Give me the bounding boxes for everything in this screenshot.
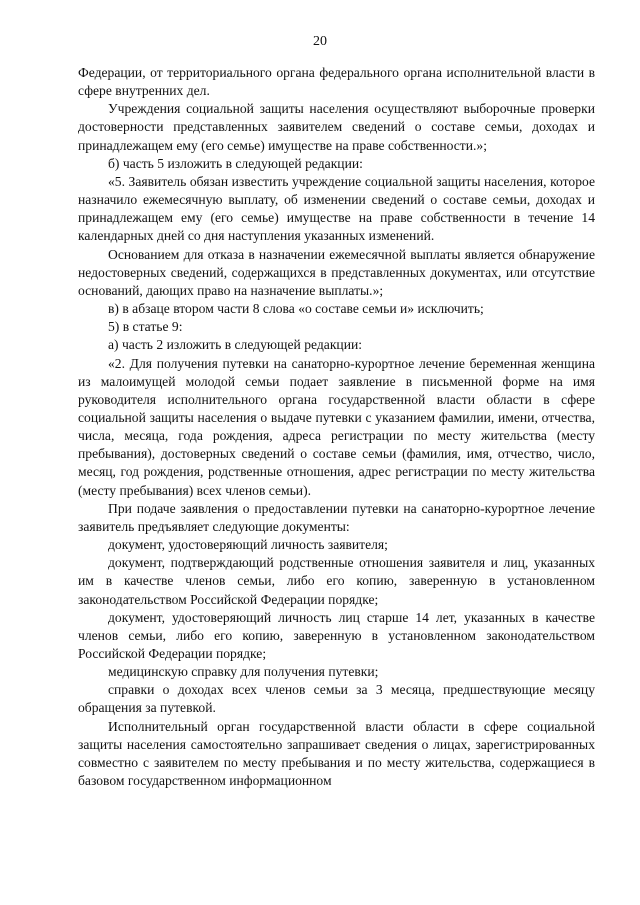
paragraph: При подаче заявления о предоставлении путевки на санаторно-курортное лечение заявитель предъявляет следующие документы: xyxy=(78,500,595,534)
document-body xyxy=(78,64,595,790)
paragraph: документ, подтверждающий родственные отношения заявителя и лиц, указанных им в качестве членов семьи, либо его копию, заверенную в установленном законодательством Российской Федерации порядке; xyxy=(78,555,595,607)
paragraph: Исполнительный орган государственной власти области в сфере социальной защиты населения самостоятельно запрашивает сведения о лицах, зарегистрированных совместно с заявителем по месту пребывания и по месту жительства, содержащиеся в базовом государственном информационном xyxy=(78,718,595,789)
paragraph: «5. Заявитель обязан известить учреждение социальной защиты населения, которое назначило ежемесячную выплату, об изменении сведений о составе семьи, доходах и принадлежащем ему (его семье) имуществе на праве собственности в течение 14 календарных дней со дня наступления указанных изменений. xyxy=(78,173,595,244)
paragraph-continuation: Федерации, от территориального органа федерального органа исполнительной власти в сфере внутренних дел. xyxy=(78,65,595,99)
paragraph: в) в абзаце втором части 8 слова «о составе семьи и» исключить; xyxy=(108,301,484,317)
paragraph: медицинскую справку для получения путевки; xyxy=(108,664,379,680)
paragraph: б) часть 5 изложить в следующей редакции: xyxy=(108,155,363,171)
paragraph: документ, удостоверяющий личность заявителя; xyxy=(108,537,388,553)
paragraph: Учреждения социальной защиты населения осуществляют выборочные проверки достоверности представленных заявителем сведений о составе семьи, доходах и принадлежащем ему (его семье) имуществе на праве собственности.»; xyxy=(78,101,595,153)
paragraph: «2. Для получения путевки на санаторно-курортное лечение беременная женщина из малоимущей молодой семьи подает заявление в письменной форме на имя руководителя исполнительного органа государственной власти области в сфере социальной защиты населения о выдаче путевки с указанием фамилии, имени, отчества, числа, месяца, года рождения, адреса регистрации по месту жительства (месту пребывания), достоверных сведений о составе семьи (фамилия, имя, отчество, число, месяц, год рождения, родственные отношения, адрес регистрации по месту жительства (месту пребывания) всех членов семьи). xyxy=(78,355,595,498)
page-number: 20 xyxy=(313,34,327,49)
paragraph: Основанием для отказа в назначении ежемесячной выплаты является обнаружение недостоверных сведений, содержащихся в представленных документах, или отсутствие оснований, дающих право на назначение выплаты.»; xyxy=(78,246,595,298)
paragraph: а) часть 2 изложить в следующей редакции: xyxy=(108,337,363,353)
paragraph: справки о доходах всех членов семьи за 3 месяца, предшествующие месяцу обращения за путевкой. xyxy=(78,682,595,716)
paragraph: 5) в статье 9: xyxy=(108,319,183,335)
paragraph: документ, удостоверяющий личность лиц старше 14 лет, указанных в качестве членов семьи, либо его копию, заверенную в установленном законодательством Российской Федерации порядке; xyxy=(78,609,595,661)
